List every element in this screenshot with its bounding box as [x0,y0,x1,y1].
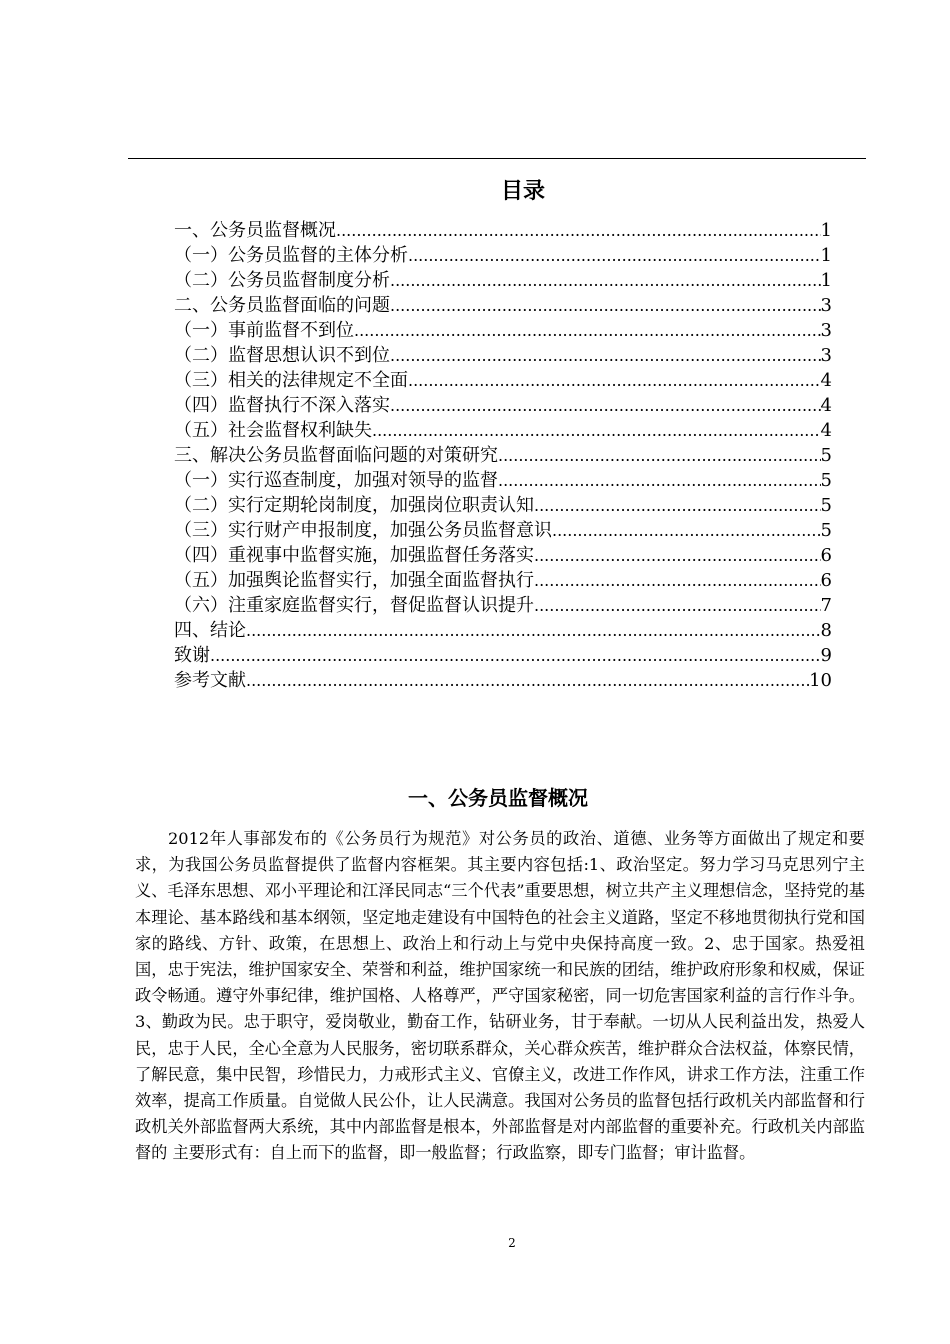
toc-entry-text: 四、结论 [174,620,246,641]
toc-entry[interactable] [174,443,832,468]
toc-entry-page: 1 [820,220,832,241]
toc-entry-page: 4 [820,395,832,416]
toc-title: 目录 [500,179,545,204]
toc-leader-dots [372,418,821,443]
toc-entry[interactable] [174,518,832,543]
toc-leader-dots [390,293,821,318]
toc-leader-dots [534,493,821,518]
toc-leader-dots [534,543,821,568]
toc-entry-text: （二）公务员监督制度分析 [174,270,390,291]
toc-leader-dots [354,318,821,343]
toc-entry-page: 4 [820,370,832,391]
toc-leader-dots [552,518,821,543]
toc-entry-text: 致谢 [174,645,210,666]
toc-entry-page: 4 [820,420,832,441]
table-of-contents [174,218,832,693]
toc-entry[interactable] [174,643,832,668]
toc-entry-page: 6 [820,570,832,591]
toc-entry[interactable] [174,543,832,568]
toc-leader-dots [246,668,809,693]
toc-leader-dots [336,218,821,243]
header-rule [128,158,866,159]
toc-entry[interactable] [174,218,832,243]
toc-entry[interactable] [174,318,832,343]
toc-entry-text: 参考文献 [174,670,246,691]
toc-entry-page: 1 [820,270,832,291]
toc-leader-dots [390,343,821,368]
toc-entry[interactable] [174,593,832,618]
toc-entry-text: （一）实行巡查制度，加强对领导的监督 [174,470,498,491]
toc-leader-dots [408,368,821,393]
toc-entry[interactable] [174,268,832,293]
toc-entry-text: （一）事前监督不到位 [174,320,354,341]
toc-entry[interactable] [174,243,832,268]
toc-entry-text: 三、解决公务员监督面临问题的对策研究 [174,445,498,466]
toc-entry-page: 5 [820,470,832,491]
toc-leader-dots [390,393,821,418]
toc-entry-page: 7 [820,595,832,616]
toc-leader-dots [246,618,821,643]
toc-entry-text: （二）实行定期轮岗制度，加强岗位职责认知 [174,495,534,516]
toc-entry-page: 3 [820,320,832,341]
toc-leader-dots [534,593,821,618]
toc-entry-text: （四）监督执行不深入落实 [174,395,390,416]
toc-entry-text: 一、公务员监督概况 [174,220,336,241]
toc-entry[interactable] [174,568,832,593]
toc-entry-page: 5 [820,520,832,541]
body-paragraph: 2012年人事部发布的《公务员行为规范》对公务员的政治、道德、业务等方面做出了规定和要求，为我国公务员监督提供了监督内容框架。其主要内容包括:1、政治坚定。努力学习马克思列宁主义、毛泽东思想、邓小平理论和江泽民同志“三个代表”重要思想，树立共产主义理想信念，坚持党的基本理论、基本路线和基本纲领，坚定地走建设有中国特色的社会主义道路，坚定不移地贯彻执行党和国家的路线、方针、政策，在思想上、政治上和行动上与党中央保持高度一致。2、忠于国家。热爱祖国，忠于宪法，维护国家安全、荣誉和利益，维护国家统一和民族的团结，维护政府形象和权威，保证政令畅通。遵守外事纪律，维护国格、人格尊严，严守国家秘密，同一切危害国家利益的言行作斗争。3、勤政为民。忠于职守，爱岗敬业，勤奋工作，钻研业务，甘于奉献。一切从人民利益出发，热爱人民，忠于人民，全心全意为人民服务，密切联系群众，关心群众疾苦，维护群众合法权益，体察民情，了解民意，集中民智，珍惜民力，力戒形式主义、官僚主义，改进工作作风，讲求工作方法，注重工作效率，提高工作质量。自觉做人民公仆，让人民满意。我国对公务员的监督包括行政机关内部监督和行政机关外部监督两大系统，其中内部监督是根本，外部监督是对内部监督的重要补充。行政机关内部监督的 主要形式有：自上而下的监督，即一般监督；行政监察，即专门监督；审计监督。 [135,829,865,1163]
toc-entry-page: 8 [820,620,832,641]
page-number: 2 [508,1236,516,1250]
toc-entry-page: 1 [820,245,832,266]
toc-entry-page: 6 [820,545,832,566]
toc-leader-dots [390,268,821,293]
toc-entry-text: （三）相关的法律规定不全面 [174,370,408,391]
toc-entry[interactable] [174,293,832,318]
toc-entry[interactable] [174,618,832,643]
toc-entry-page: 5 [820,495,832,516]
toc-entry[interactable] [174,343,832,368]
toc-entry-text: 二、公务员监督面临的问题 [174,295,390,316]
toc-entry-text: （四）重视事中监督实施，加强监督任务落实 [174,545,534,566]
toc-entry[interactable] [174,368,832,393]
toc-entry-text: （一）公务员监督的主体分析 [174,245,408,266]
toc-leader-dots [534,568,821,593]
toc-entry[interactable] [174,668,832,693]
toc-leader-dots [210,643,821,668]
toc-entry-page: 10 [809,670,832,691]
toc-entry-text: （三）实行财产申报制度，加强公务员监督意识 [174,520,552,541]
section-heading: 一、公务员监督概况 [408,786,588,810]
toc-entry-text: （六）注重家庭监督实行，督促监督认识提升 [174,595,534,616]
toc-entry-text: （五）社会监督权利缺失 [174,420,372,441]
toc-entry[interactable] [174,418,832,443]
toc-entry[interactable] [174,493,832,518]
toc-entry-page: 9 [820,645,832,666]
toc-leader-dots [498,468,821,493]
toc-entry-text: （五）加强舆论监督实行，加强全面监督执行 [174,570,534,591]
toc-leader-dots [498,443,821,468]
toc-entry-page: 3 [820,345,832,366]
toc-entry[interactable] [174,393,832,418]
toc-entry-page: 5 [820,445,832,466]
toc-entry-page: 3 [820,295,832,316]
toc-entry-text: （二）监督思想认识不到位 [174,345,390,366]
toc-leader-dots [408,243,821,268]
toc-entry[interactable] [174,468,832,493]
